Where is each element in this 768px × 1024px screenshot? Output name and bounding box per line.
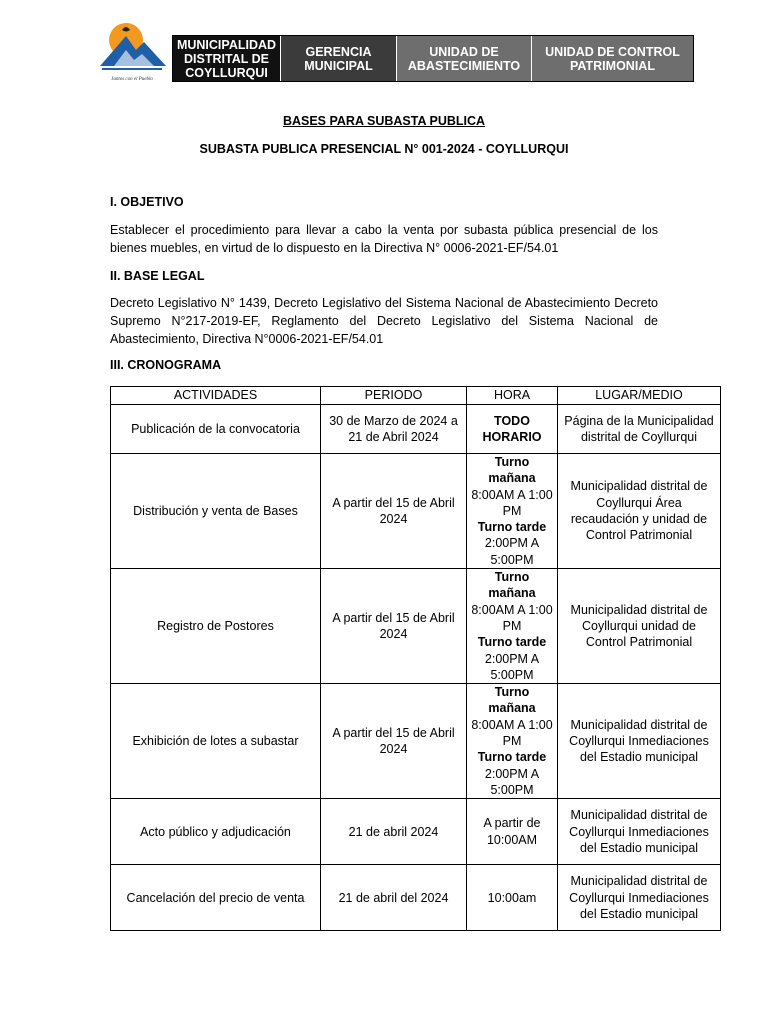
cell-hora: 10:00am bbox=[467, 865, 558, 931]
table-row bbox=[111, 405, 721, 454]
header-control-patrimonial: UNIDAD DE CONTROL PATRIMONIAL bbox=[532, 36, 693, 81]
cell-hora: TODO HORARIO bbox=[467, 405, 558, 454]
cell-lugar: Municipalidad distrital de Coyllurqui Área recaudación y unidad de Control Patrimonial bbox=[558, 454, 721, 569]
cell-actividad: Distribución y venta de Bases bbox=[111, 454, 321, 569]
cell-lugar: Municipalidad distrital de Coyllurqui unidad de Control Patrimonial bbox=[558, 569, 721, 684]
turno-manana-label: Turno mañana bbox=[488, 570, 536, 601]
column-header-hora: HORA bbox=[467, 387, 558, 405]
table-row bbox=[111, 454, 721, 569]
cell-periodo: 21 de abril 2024 bbox=[321, 799, 467, 865]
cell-lugar: Municipalidad distrital de Coyllurqui Inmediaciones del Estadio municipal bbox=[558, 865, 721, 931]
cell-actividad: Cancelación del precio de venta bbox=[111, 865, 321, 931]
column-header-periodo: PERIODO bbox=[321, 387, 467, 405]
turno-tarde-label: Turno tarde bbox=[477, 750, 547, 765]
turno-tarde-label: Turno tarde bbox=[477, 520, 547, 535]
cell-hora bbox=[467, 569, 558, 684]
cell-lugar: Página de la Municipalidad distrital de Coyllurqui bbox=[558, 405, 721, 454]
section-text-base-legal: Decreto Legislativo N° 1439, Decreto Legislativo del Sistema Nacional de Abastecimiento Decreto Supremo N°217-2019-EF, Reglamento del Decreto Legislativo del Sistema Nacional de Abastecimiento, Directiva N°0006-2021-EF/54.01 bbox=[110, 296, 658, 346]
cell-lugar: Municipalidad distrital de Coyllurqui Inmediaciones del Estadio municipal bbox=[558, 799, 721, 865]
column-header-actividades: ACTIVIDADES bbox=[111, 387, 321, 405]
turno-tarde-horario: 2:00PM A 5:00PM bbox=[484, 536, 540, 567]
cell-periodo: A partir del 15 de Abril 2024 bbox=[321, 454, 467, 569]
turno-tarde-horario: 2:00PM A 5:00PM bbox=[484, 766, 540, 797]
turno-manana-horario: 8:00AM A 1:00 PM bbox=[471, 487, 553, 518]
document-subtitle: SUBASTA PUBLICA PRESENCIAL N° 001-2024 - COYLLURQUI bbox=[199, 142, 569, 156]
turno-manana-horario: 8:00AM A 1:00 PM bbox=[471, 717, 553, 749]
cell-actividad: Acto público y adjudicación bbox=[111, 799, 321, 865]
section-heading-base-legal: II. BASE LEGAL bbox=[110, 269, 205, 283]
cell-actividad: Exhibición de lotes a subastar bbox=[111, 684, 321, 799]
cell-periodo: 30 de Marzo de 2024 a 21 de Abril 2024 bbox=[321, 405, 467, 454]
cell-periodo: 21 de abril del 2024 bbox=[321, 865, 467, 931]
column-header-lugar: LUGAR/MEDIO bbox=[558, 387, 721, 405]
header-municipality: MUNICIPALIDAD DISTRITAL DE COYLLURQUI bbox=[173, 36, 281, 81]
cell-actividad: Registro de Postores bbox=[111, 569, 321, 684]
cell-actividad: Publicación de la convocatoria bbox=[111, 405, 321, 454]
turno-manana-label: Turno mañana bbox=[488, 455, 536, 486]
section-heading-cronograma: III. CRONOGRAMA bbox=[110, 358, 222, 372]
cell-hora bbox=[467, 684, 558, 799]
cell-periodo: A partir del 15 de Abril 2024 bbox=[321, 569, 467, 684]
turno-manana-label: Turno mañana bbox=[488, 685, 536, 716]
table-row bbox=[111, 865, 721, 931]
coyllurqui-logo-icon bbox=[96, 20, 168, 90]
table-row bbox=[111, 569, 721, 684]
header-gerencia: GERENCIA MUNICIPAL bbox=[281, 36, 397, 81]
cell-hora: A partir de 10:00AM bbox=[467, 799, 558, 865]
cronograma-table bbox=[110, 386, 721, 931]
table-row bbox=[111, 684, 721, 799]
cell-hora bbox=[467, 454, 558, 569]
cell-periodo: A partir del 15 de Abril 2024 bbox=[321, 684, 467, 799]
table-header-row bbox=[111, 387, 721, 405]
section-heading-objetivo: I. OBJETIVO bbox=[110, 195, 184, 209]
municipal-logo bbox=[96, 20, 168, 90]
logo-motto: Juntos con el Pueblo bbox=[111, 77, 153, 82]
table-row bbox=[111, 799, 721, 865]
cell-lugar: Municipalidad distrital de Coyllurqui Inmediaciones del Estadio municipal bbox=[558, 684, 721, 799]
turno-tarde-label: Turno tarde bbox=[477, 635, 547, 650]
section-text-objetivo: Establecer el procedimiento para llevar a cabo la venta por subasta pública presencial de los bienes muebles, en virtud de lo dispuesto en la Directiva N° 0006-2021-EF/54.01 bbox=[110, 223, 658, 255]
turno-tarde-horario: 2:00PM A 5:00PM bbox=[484, 651, 540, 682]
turno-manana-horario: 8:00AM A 1:00 PM bbox=[471, 602, 553, 633]
document-title: BASES PARA SUBASTA PUBLICA bbox=[282, 114, 486, 128]
header-abastecimiento: UNIDAD DE ABASTECIMIENTO bbox=[397, 36, 532, 81]
document-header-bar bbox=[172, 35, 694, 82]
